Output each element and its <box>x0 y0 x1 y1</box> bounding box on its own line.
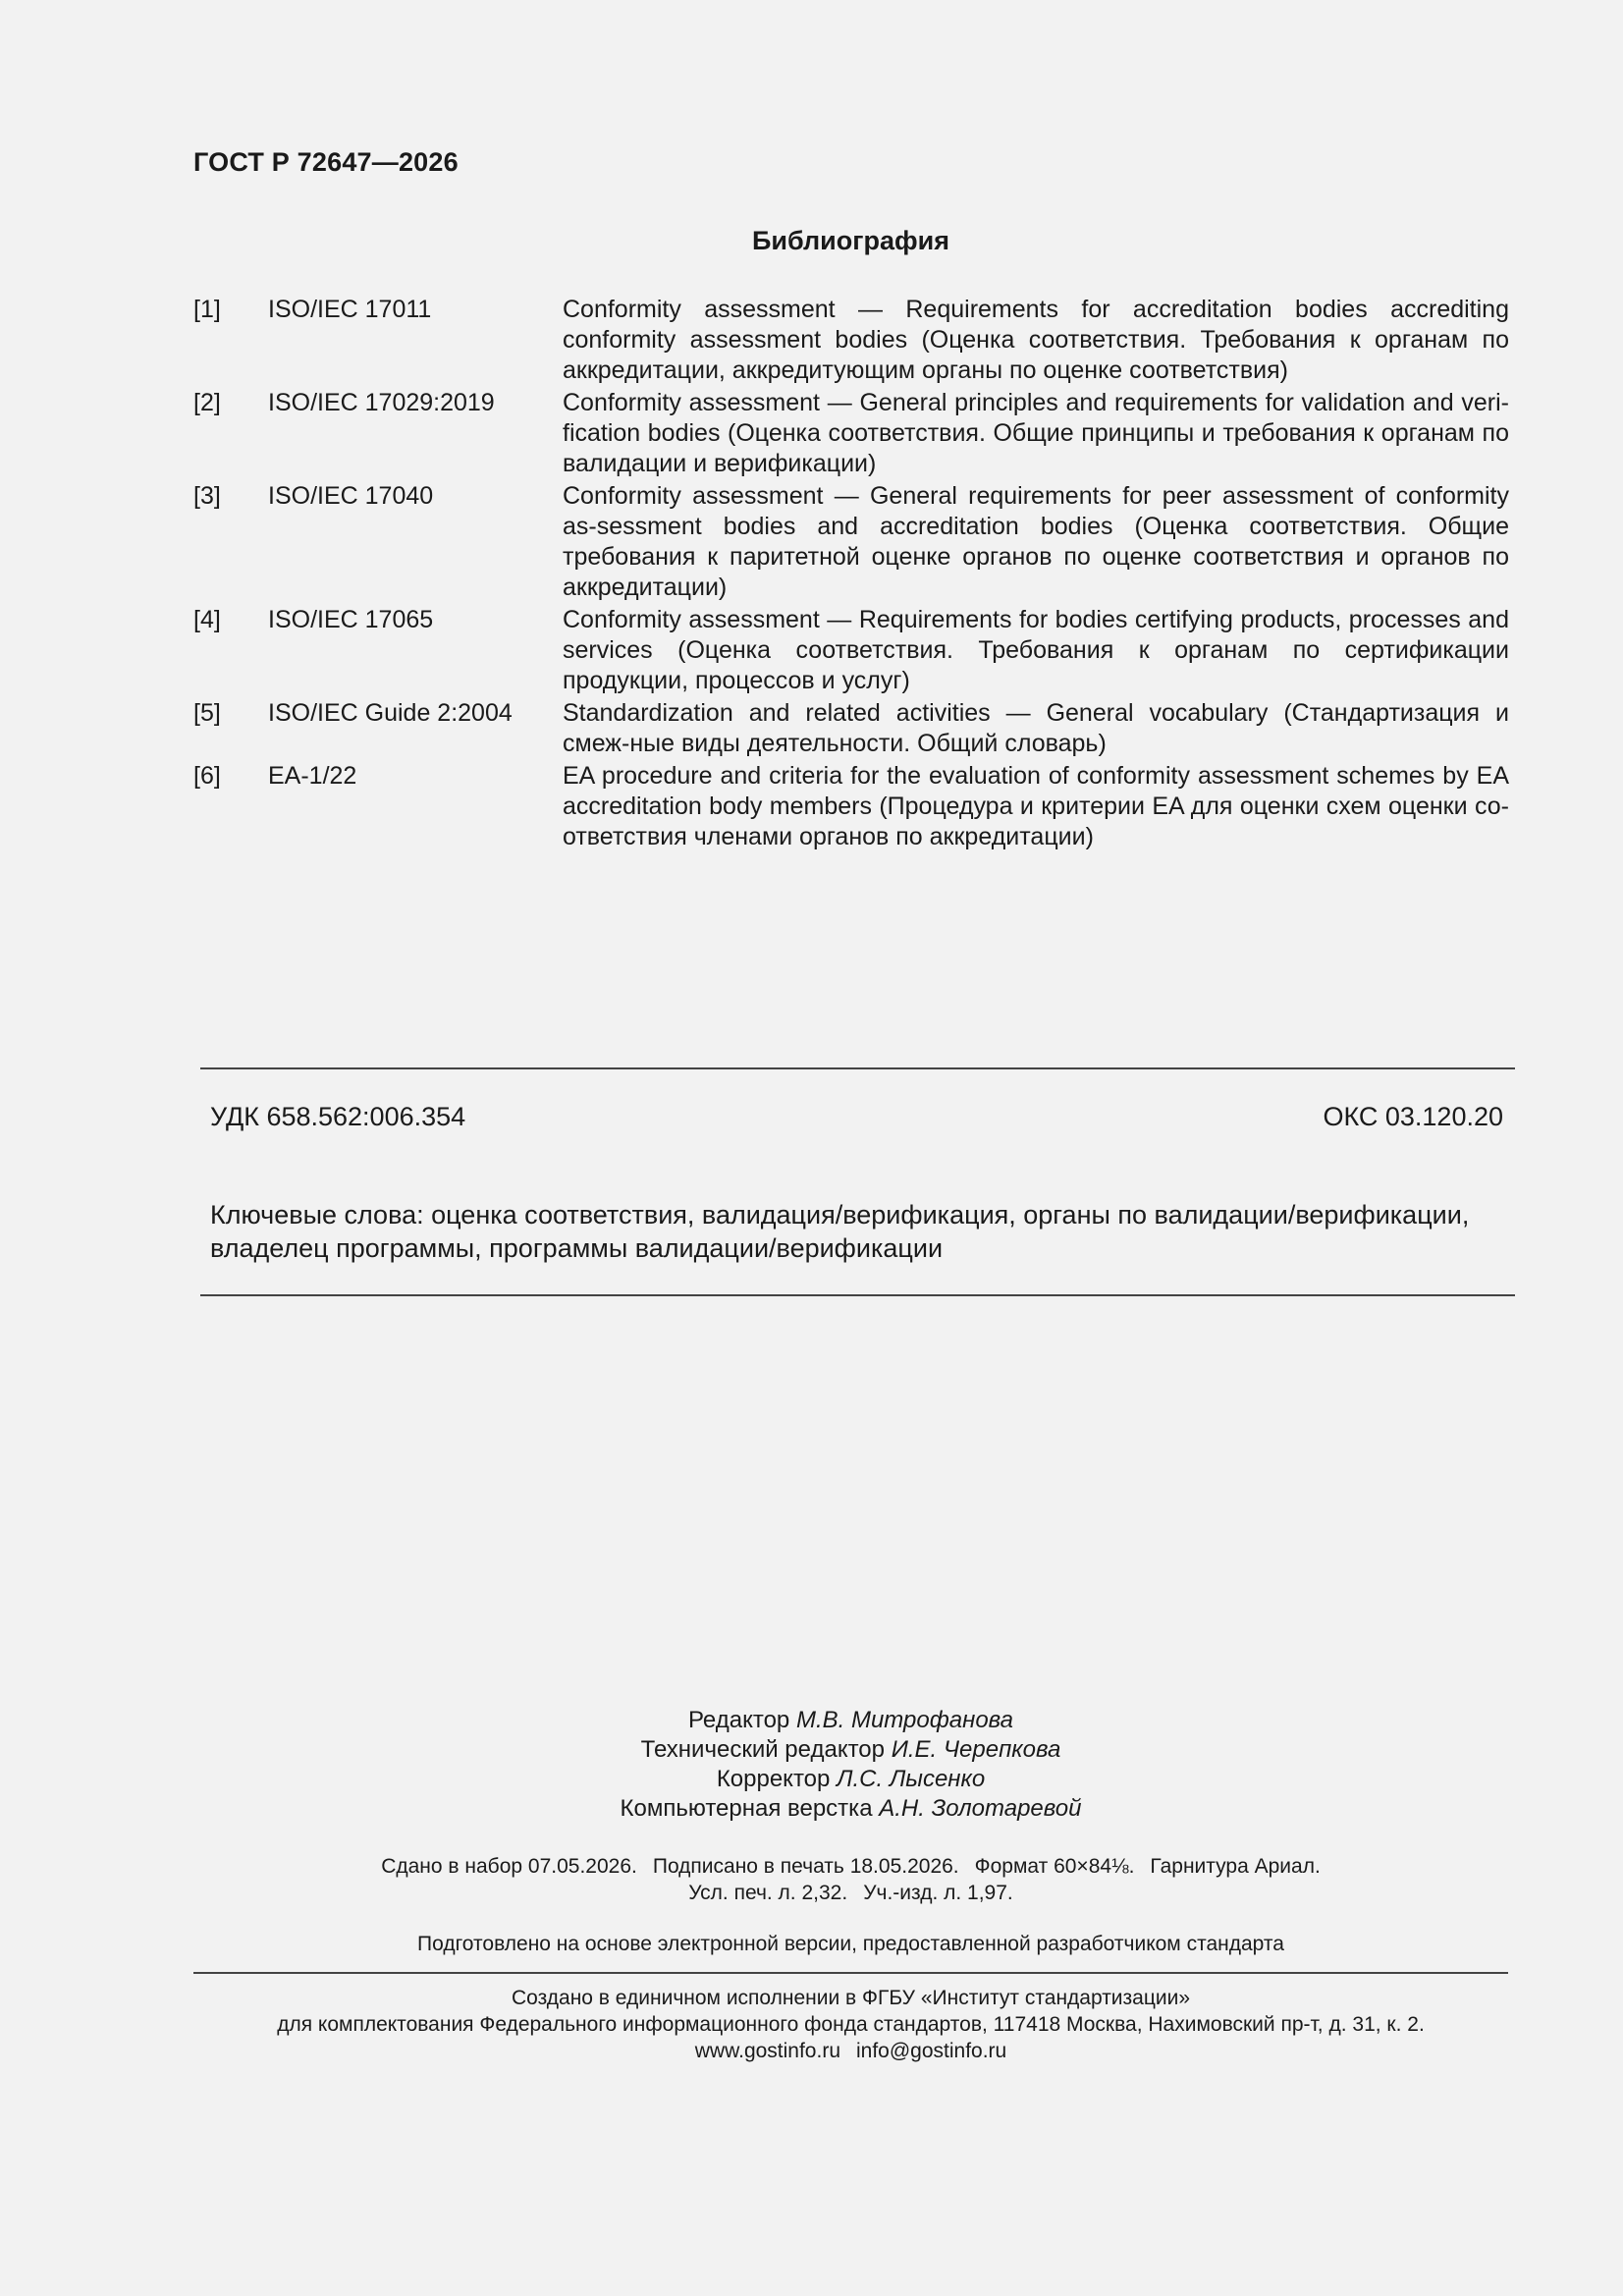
keywords: Ключевые слова: оценка соответствия, валидация/верификация, органы по валидации/верификации, владелец программы, программы валидации/верификации <box>210 1200 1470 1263</box>
entry-description: Conformity assessment — Requirements for accreditation bodies accrediting conformity assessment bodies (Оценка соответствия. Требования к органам по аккредитации, аккредитующим органы по оценке соответствия) <box>563 296 1509 384</box>
credit-name: А.Н. Золотаревой <box>879 1795 1082 1822</box>
bibliography-list <box>193 295 1509 854</box>
credits-block <box>0 1706 1623 1824</box>
entry-code: ISO/IEC Guide 2:2004 <box>268 699 513 727</box>
entry-code: ISO/IEC 17011 <box>268 296 432 323</box>
footer-website-link[interactable]: www.gostinfo.ru <box>694 2040 840 2062</box>
footer-contacts <box>0 2038 1623 2064</box>
imprint-print-date: Подписано в печать 18.05.2026. <box>652 1855 959 1878</box>
imprint-format: Формат 60×84⅛. <box>974 1855 1135 1878</box>
entry-description: Conformity assessment — General requirements for peer assessment of conformity as-sessment bodies and accreditation bodies (Оценка соответствия. Общие требования к паритетной оценке органов по оценке соответствия и органов по аккредитации) <box>563 482 1509 601</box>
bibliography-entry <box>193 388 1509 479</box>
imprint-block <box>0 1853 1623 1906</box>
bibliography-entry <box>193 605 1509 696</box>
credit-role: Корректор <box>716 1766 831 1792</box>
document-code: ГОСТ Р 72647—2026 <box>193 147 459 177</box>
entry-code: EA-1/22 <box>268 762 357 790</box>
entry-number: [5] <box>193 699 221 727</box>
imprint-print-sheets: Усл. печ. л. 2,32. <box>688 1882 848 1904</box>
credit-line <box>0 1735 1623 1765</box>
credit-line <box>0 1706 1623 1735</box>
entry-number: [1] <box>193 296 221 323</box>
footer-email-link[interactable]: info@gostinfo.ru <box>856 2040 1007 2062</box>
bibliography-entry <box>193 761 1509 852</box>
footer-line: Создано в единичном исполнении в ФГБУ «Институт стандартизации» <box>511 1987 1191 2009</box>
footer-line: для комплектования Федерального информационного фонда стандартов, 117418 Москва, Нахимовский пр-т, д. 31, к. 2. <box>277 2013 1425 2036</box>
entry-code: ISO/IEC 17029:2019 <box>268 389 495 416</box>
oks-code: ОКС 03.120.20 <box>1323 1102 1503 1131</box>
entry-description: Standardization and related activities — General vocabulary (Стандартизация и смеж-ные виды деятельности. Общий словарь) <box>563 699 1509 757</box>
credit-role: Технический редактор <box>640 1736 886 1763</box>
entry-number: [3] <box>193 482 221 510</box>
credit-name: И.Е. Черепкова <box>891 1736 1061 1763</box>
credit-line <box>0 1794 1623 1824</box>
bibliography-entry <box>193 295 1509 386</box>
entry-description: Conformity assessment — General principles and requirements for validation and veri-fication bodies (Оценка соответствия. Общие принципы и требования к органам по валидации и верификации) <box>563 389 1509 477</box>
entry-number: [6] <box>193 762 221 790</box>
imprint-line <box>0 1880 1623 1906</box>
bibliography-entry <box>193 698 1509 759</box>
imprint-typeface: Гарнитура Ариал. <box>1150 1855 1321 1878</box>
entry-number: [2] <box>193 389 221 416</box>
credit-line <box>0 1765 1623 1794</box>
divider-top <box>200 1067 1515 1069</box>
divider-bottom <box>200 1294 1515 1296</box>
imprint-line <box>0 1853 1623 1880</box>
imprint-typeset-date: Сдано в набор 07.05.2026. <box>381 1855 637 1878</box>
bibliography-entry <box>193 481 1509 603</box>
credit-name: М.В. Митрофанова <box>795 1707 1014 1733</box>
credit-name: Л.С. Лысенко <box>837 1766 986 1792</box>
footer-divider <box>193 1972 1508 1974</box>
prepared-note: Подготовлено на основе электронной версии, предоставленной разработчиком стандарта <box>417 1933 1284 1955</box>
entry-number: [4] <box>193 606 221 633</box>
bibliography-title: Библиография <box>752 226 949 255</box>
entry-code: ISO/IEC 17065 <box>268 606 434 633</box>
imprint-publish-sheets: Уч.-изд. л. 1,97. <box>863 1882 1013 1904</box>
entry-code: ISO/IEC 17040 <box>268 482 434 510</box>
udk-code: УДК 658.562:006.354 <box>210 1102 466 1131</box>
credit-role: Редактор <box>687 1707 790 1733</box>
credit-role: Компьютерная верстка <box>620 1795 873 1822</box>
entry-description: Conformity assessment — Requirements for bodies certifying products, processes and services (Оценка соответствия. Требования к органам по сертификации продукции, процессов и услуг) <box>563 606 1509 694</box>
entry-description: EA procedure and criteria for the evaluation of conformity assessment schemes by EA accreditation body members (Процедура и критерии EA для оценки схем оценки со-ответствия членами органов по аккредитации) <box>563 762 1509 850</box>
footer-block <box>0 1985 1623 2064</box>
